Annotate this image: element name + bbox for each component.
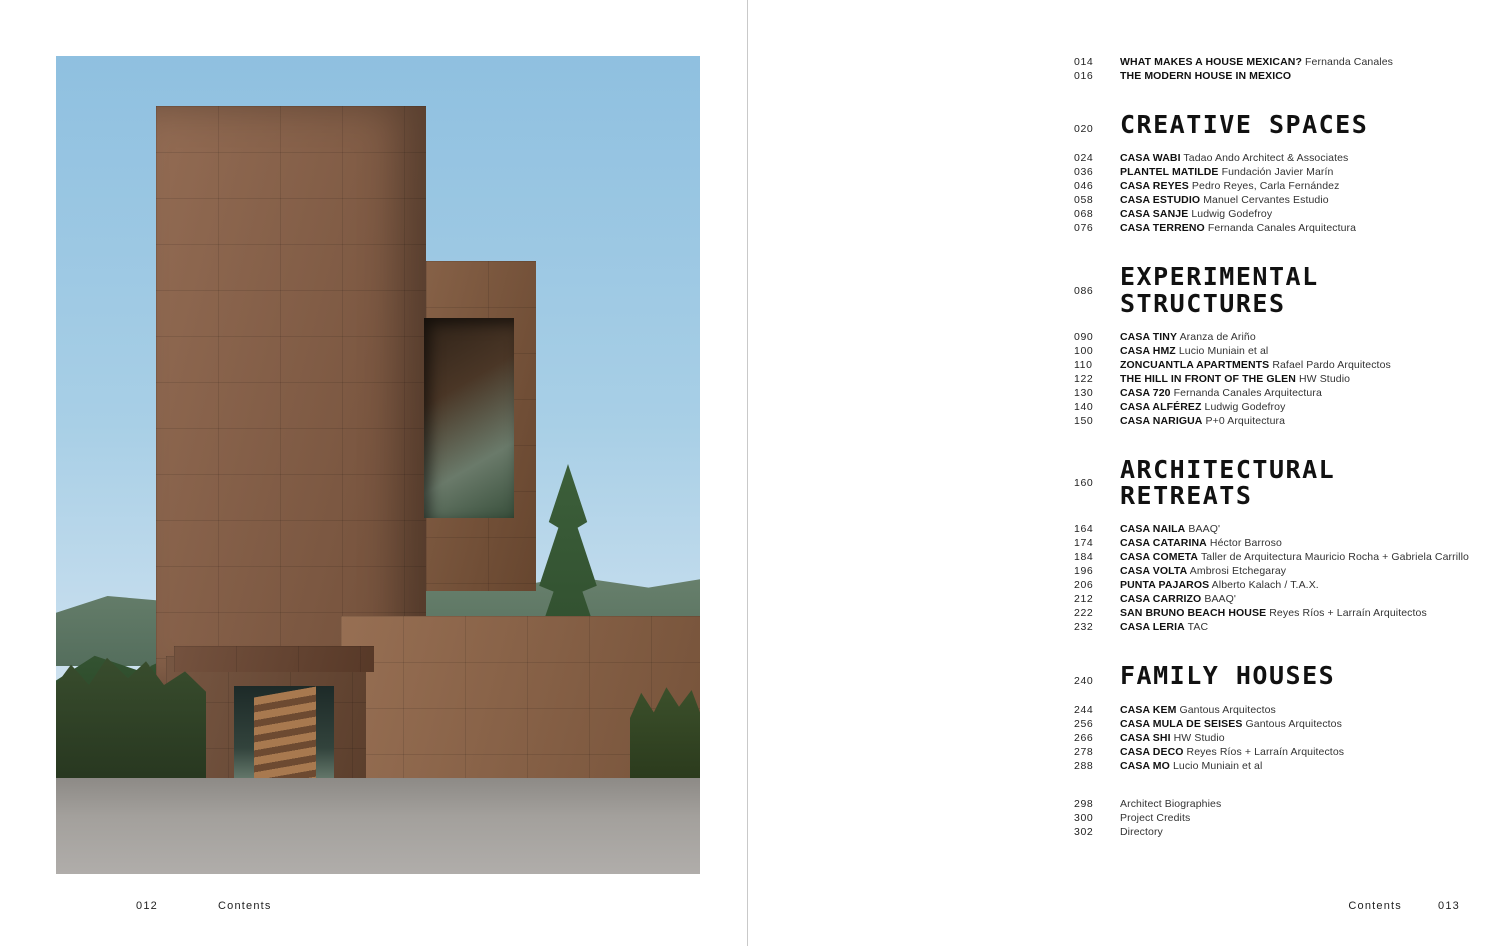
toc-entry-page: 024 bbox=[1074, 152, 1094, 165]
toc-entry[interactable] bbox=[1074, 565, 1454, 577]
toc-section-title-line: RETREATS bbox=[1120, 481, 1253, 510]
toc-entry[interactable] bbox=[1074, 359, 1454, 371]
toc-entry-text bbox=[1120, 387, 1322, 399]
toc-entry-title: CASA NARIGUA bbox=[1120, 414, 1203, 427]
toc-entry-title: WHAT MAKES A HOUSE MEXICAN? bbox=[1120, 56, 1302, 68]
toc-entry-page: 016 bbox=[1074, 70, 1094, 82]
toc-entry-title: CASA CATARINA bbox=[1120, 537, 1207, 550]
toc-entry-title: CASA DECO bbox=[1120, 745, 1184, 758]
toc-entry[interactable] bbox=[1074, 760, 1454, 772]
toc-entry-title: CASA 720 bbox=[1120, 386, 1171, 399]
toc-entry-page: 232 bbox=[1074, 621, 1094, 634]
toc-entry-text bbox=[1120, 56, 1393, 68]
toc-entry-title: CASA MO bbox=[1120, 759, 1170, 772]
toc-group-creative-spaces bbox=[1074, 152, 1454, 234]
toc-entry-page: 244 bbox=[1074, 703, 1094, 716]
toc-entry-text bbox=[1120, 537, 1282, 549]
toc-entry[interactable] bbox=[1074, 718, 1454, 730]
toc-entry[interactable] bbox=[1074, 208, 1454, 220]
toc-entry-page: 036 bbox=[1074, 166, 1094, 179]
toc-entry[interactable] bbox=[1074, 579, 1454, 591]
toc-entry-author: Taller de Arquitectura Mauricio Rocha + Gabriela Carrillo bbox=[1200, 551, 1469, 564]
toc-group-intro bbox=[1074, 56, 1454, 82]
toc-entry-text bbox=[1120, 523, 1220, 535]
toc-entry-page: 222 bbox=[1074, 607, 1094, 620]
toc-entry[interactable] bbox=[1074, 593, 1454, 605]
toc-entry-text bbox=[1120, 180, 1339, 192]
toc-entry-author: Directory bbox=[1120, 825, 1163, 838]
toc-entry-author: Architect Biographies bbox=[1120, 797, 1222, 810]
toc-entry-page: 300 bbox=[1074, 811, 1094, 824]
toc-entry-page: 122 bbox=[1074, 372, 1094, 385]
toc-entry-title: CASA KEM bbox=[1120, 703, 1177, 716]
toc-entry[interactable] bbox=[1074, 551, 1469, 564]
toc-entry-title: CASA SANJE bbox=[1120, 208, 1189, 221]
toc-entry-page: 196 bbox=[1074, 565, 1094, 578]
building-canopy bbox=[174, 646, 374, 672]
toc-entry-text bbox=[1120, 621, 1208, 633]
toc-entry-author: Project Credits bbox=[1120, 811, 1191, 824]
toc-entry-title: PLANTEL MATILDE bbox=[1120, 166, 1219, 179]
toc-entry[interactable] bbox=[1074, 523, 1454, 535]
toc-entry-title: THE HILL IN FRONT OF THE GLEN bbox=[1120, 372, 1296, 385]
left-page-running-head: Contents bbox=[218, 900, 272, 912]
toc-entry[interactable] bbox=[1074, 537, 1454, 549]
toc-entry[interactable] bbox=[1074, 194, 1454, 206]
toc-entry-page: 278 bbox=[1074, 745, 1094, 758]
left-page bbox=[0, 0, 748, 946]
right-page-folio: 013 bbox=[1438, 900, 1460, 912]
toc-entry-page: 256 bbox=[1074, 717, 1094, 730]
toc-entry-title: CASA NAILA bbox=[1120, 523, 1186, 536]
toc-section-title-line: STRUCTURES bbox=[1120, 288, 1286, 318]
toc-entry-author: Gantous Arquitectos bbox=[1179, 703, 1276, 716]
toc-entry-title: CASA CARRIZO bbox=[1120, 593, 1202, 606]
toc-entry-author: P+0 Arquitectura bbox=[1205, 414, 1286, 427]
toc-entry-author: Pedro Reyes, Carla Fernández bbox=[1191, 180, 1340, 193]
toc-entry-page: 302 bbox=[1074, 825, 1094, 838]
toc-entry-text bbox=[1120, 345, 1268, 357]
toc-entry-author: BAAQ' bbox=[1188, 523, 1221, 536]
toc-entry[interactable] bbox=[1074, 56, 1454, 68]
toc-entry-text bbox=[1120, 373, 1350, 385]
toc-entry[interactable] bbox=[1074, 166, 1454, 178]
toc-entry-page: 100 bbox=[1074, 344, 1094, 357]
toc-entry[interactable] bbox=[1074, 401, 1454, 413]
toc-group-family-houses bbox=[1074, 704, 1454, 772]
toc-entry[interactable] bbox=[1074, 331, 1454, 343]
toc-entry-page: 164 bbox=[1074, 523, 1094, 536]
toc-entry-text bbox=[1120, 607, 1427, 619]
table-of-contents bbox=[1074, 56, 1469, 840]
toc-entry-title: SAN BRUNO BEACH HOUSE bbox=[1120, 607, 1267, 620]
toc-entry-title: CASA TERRENO bbox=[1120, 222, 1205, 235]
toc-entry-author: Gantous Arquitectos bbox=[1245, 717, 1342, 730]
toc-entry-text bbox=[1120, 593, 1236, 605]
toc-entry-page: 298 bbox=[1074, 797, 1094, 810]
toc-section-header[interactable] bbox=[1074, 112, 1454, 138]
toc-entry-author: Ludwig Godefroy bbox=[1204, 400, 1286, 413]
toc-entry[interactable] bbox=[1074, 607, 1454, 619]
toc-section-page: 240 bbox=[1074, 674, 1094, 687]
toc-entry-title: CASA COMETA bbox=[1120, 551, 1199, 564]
building-tower bbox=[156, 106, 426, 686]
right-page-running-head: Contents bbox=[1348, 900, 1402, 912]
toc-entry-page: 090 bbox=[1074, 330, 1094, 343]
toc-entry-page: 014 bbox=[1074, 56, 1094, 68]
toc-entry-page: 174 bbox=[1074, 537, 1094, 550]
toc-entry-author: Fundación Javier Marín bbox=[1221, 166, 1334, 179]
toc-entry-author: Alberto Kalach / T.A.X. bbox=[1211, 579, 1319, 592]
toc-entry-title: CASA TINY bbox=[1120, 330, 1178, 343]
toc-entry-page: 266 bbox=[1074, 731, 1094, 744]
toc-entry-title: CASA VOLTA bbox=[1120, 565, 1188, 578]
toc-section-header[interactable] bbox=[1074, 454, 1454, 510]
toc-section-title: FAMILY HOUSES bbox=[1120, 661, 1336, 691]
toc-entry-title: CASA LERIA bbox=[1120, 621, 1185, 634]
toc-entry-text bbox=[1120, 70, 1291, 82]
toc-entry-author: BAAQ' bbox=[1204, 593, 1237, 606]
toc-entry[interactable] bbox=[1074, 798, 1454, 810]
toc-entry-author: Fernanda Canales Arquitectura bbox=[1207, 222, 1357, 235]
toc-entry-author: Lucio Muniain et al bbox=[1172, 759, 1263, 772]
toc-entry-author: Tadao Ando Architect & Associates bbox=[1183, 152, 1349, 165]
toc-entry-author: Reyes Ríos + Larraín Arquitectos bbox=[1186, 745, 1345, 758]
toc-entry[interactable] bbox=[1074, 732, 1454, 744]
toc-entry-text bbox=[1120, 732, 1225, 744]
toc-entry-text bbox=[1120, 704, 1276, 716]
toc-entry-text bbox=[1120, 746, 1344, 758]
toc-entry-author: Fernanda Canales Arquitectura bbox=[1173, 386, 1322, 399]
toc-entry-title: PUNTA PAJAROS bbox=[1120, 579, 1210, 592]
toc-entry-author: Fernanda Canales bbox=[1305, 56, 1394, 68]
toc-section-page: 020 bbox=[1074, 123, 1094, 136]
toc-entry[interactable] bbox=[1074, 387, 1454, 399]
toc-entry-author: Ludwig Godefroy bbox=[1191, 208, 1273, 221]
toc-entry-page: 110 bbox=[1074, 358, 1093, 371]
toc-section-header[interactable] bbox=[1074, 264, 1454, 317]
toc-entry-text bbox=[1120, 415, 1285, 427]
toc-entry-title: THE MODERN HOUSE IN MEXICO bbox=[1120, 70, 1292, 82]
toc-entry[interactable] bbox=[1074, 812, 1454, 824]
toc-entry-title: ZONCUANTLA APARTMENTS bbox=[1120, 358, 1270, 371]
toc-section-title: CREATIVE SPACES bbox=[1120, 110, 1369, 139]
toc-entry-page: 076 bbox=[1074, 222, 1094, 235]
toc-entry[interactable] bbox=[1074, 746, 1454, 758]
toc-entry-author: Manuel Cervantes Estudio bbox=[1203, 194, 1329, 207]
toc-entry-title: CASA REYES bbox=[1120, 180, 1189, 193]
toc-entry[interactable] bbox=[1074, 704, 1454, 716]
toc-entry-title: CASA HMZ bbox=[1120, 344, 1176, 357]
toc-entry-text bbox=[1120, 760, 1262, 772]
toc-entry-page: 184 bbox=[1074, 551, 1094, 564]
toc-entry-author: Aranza de Ariño bbox=[1179, 330, 1256, 343]
toc-group-experimental-structures bbox=[1074, 331, 1454, 427]
toc-entry-text bbox=[1120, 194, 1329, 206]
toc-entry-page: 130 bbox=[1074, 386, 1094, 399]
toc-section-page: 160 bbox=[1074, 477, 1094, 489]
toc-entry[interactable] bbox=[1074, 621, 1454, 633]
toc-entry-page: 140 bbox=[1074, 400, 1094, 413]
toc-section-page: 086 bbox=[1074, 284, 1094, 297]
toc-entry-author: Héctor Barroso bbox=[1209, 537, 1282, 550]
toc-entry[interactable] bbox=[1074, 415, 1454, 427]
toc-entry-text bbox=[1120, 718, 1342, 730]
toc-entry[interactable] bbox=[1074, 826, 1454, 838]
toc-entry-text bbox=[1120, 331, 1256, 343]
toc-entry[interactable] bbox=[1074, 373, 1454, 385]
toc-section-header[interactable] bbox=[1074, 663, 1454, 689]
toc-entry-title: CASA MULA DE SEISES bbox=[1120, 717, 1243, 730]
toc-entry-page: 068 bbox=[1074, 208, 1094, 221]
toc-section-title bbox=[1120, 454, 1336, 510]
right-page bbox=[748, 0, 1500, 946]
toc-entry-title: CASA SHI bbox=[1120, 731, 1171, 744]
left-page-folio: 012 bbox=[136, 900, 158, 912]
toc-entry[interactable] bbox=[1074, 222, 1454, 234]
toc-entry-author: Reyes Ríos + Larraín Arquitectos bbox=[1269, 607, 1427, 620]
concrete-house-photograph bbox=[56, 56, 700, 874]
toc-group-back-matter bbox=[1074, 798, 1454, 838]
toc-section-title-line: EXPERIMENTAL bbox=[1120, 262, 1319, 292]
toc-entry-title: CASA ESTUDIO bbox=[1120, 194, 1201, 207]
toc-entry-page: 288 bbox=[1074, 759, 1094, 772]
toc-entry[interactable] bbox=[1074, 345, 1454, 357]
toc-entry-text bbox=[1120, 208, 1272, 220]
tower-window-opening bbox=[424, 318, 514, 518]
toc-entry[interactable] bbox=[1074, 70, 1454, 82]
toc-entry-text bbox=[1120, 152, 1348, 164]
toc-entry-page: 058 bbox=[1074, 194, 1094, 207]
toc-entry-page: 206 bbox=[1074, 579, 1094, 592]
toc-entry-author: Rafael Pardo Arquitectos bbox=[1272, 358, 1391, 371]
toc-section-title-line: ARCHITECTURAL bbox=[1120, 454, 1336, 484]
toc-entry-text bbox=[1120, 359, 1391, 371]
toc-group-architectural-retreats bbox=[1074, 523, 1469, 634]
toc-entry-author: Ambrosi Etchegaray bbox=[1189, 565, 1287, 578]
toc-entry-author: TAC bbox=[1187, 621, 1209, 634]
toc-entry[interactable] bbox=[1074, 180, 1454, 192]
toc-entry-text bbox=[1120, 551, 1469, 563]
toc-entry-author: HW Studio bbox=[1298, 372, 1351, 385]
toc-entry-text bbox=[1120, 579, 1319, 591]
toc-section-title bbox=[1120, 264, 1319, 317]
toc-entry-page: 046 bbox=[1074, 180, 1094, 193]
toc-entry-title: CASA WABI bbox=[1120, 152, 1181, 165]
toc-entry-text bbox=[1120, 565, 1286, 577]
toc-entry-author: HW Studio bbox=[1173, 731, 1225, 744]
paved-ground bbox=[56, 778, 700, 874]
toc-entry-title: CASA ALFÉREZ bbox=[1120, 400, 1202, 413]
toc-entry-page: 150 bbox=[1074, 414, 1094, 427]
toc-entry-author: Lucio Muniain et al bbox=[1178, 344, 1269, 357]
toc-entry-page: 212 bbox=[1074, 593, 1094, 606]
toc-entry-text bbox=[1120, 401, 1285, 413]
toc-entry-text bbox=[1120, 166, 1333, 178]
toc-entry-text bbox=[1120, 222, 1356, 234]
toc-entry[interactable] bbox=[1074, 152, 1454, 164]
